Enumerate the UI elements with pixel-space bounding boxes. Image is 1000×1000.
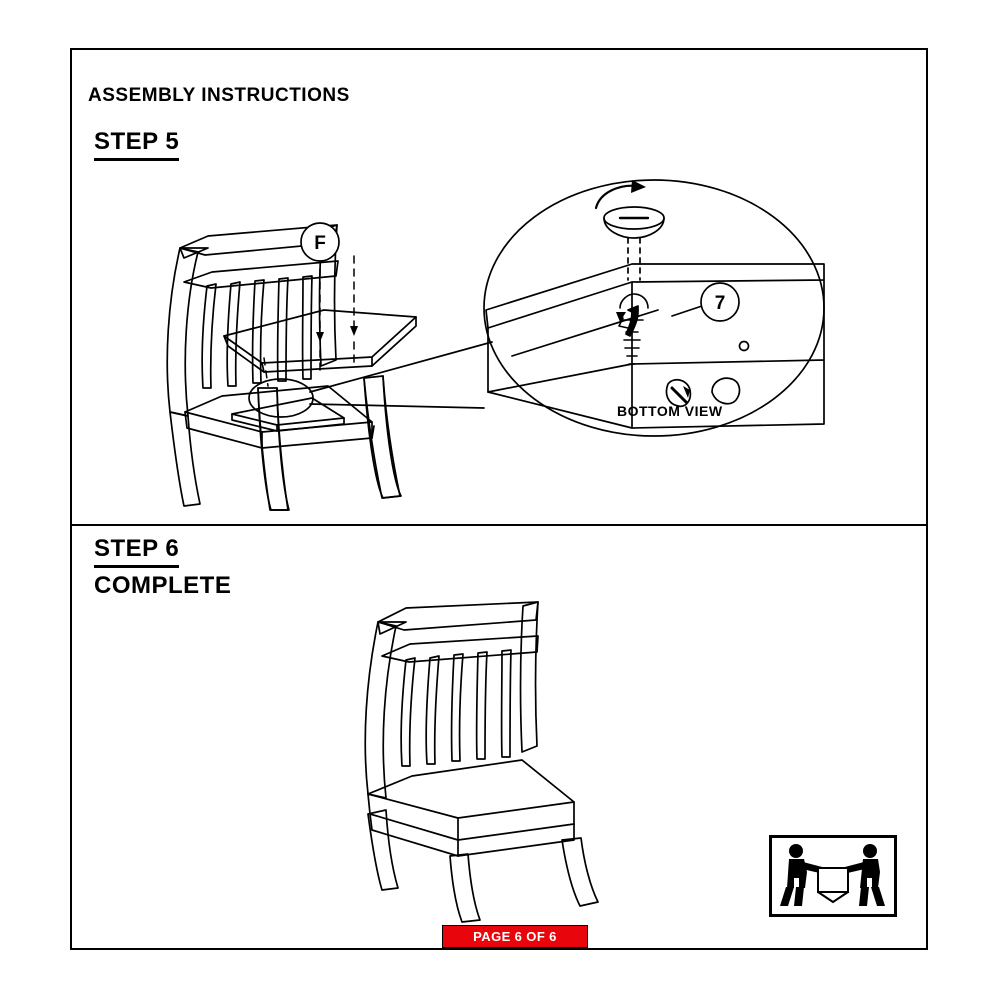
bottom-view-caption: BOTTOM VIEW (617, 403, 723, 419)
step-6-heading: STEP 6 (94, 535, 179, 568)
step-5-heading: STEP 5 (94, 128, 179, 161)
step-6-subheading: COMPLETE (94, 572, 232, 599)
section-divider (72, 524, 926, 526)
step-6-illustration (322, 590, 682, 930)
two-person-lift-icon (769, 835, 897, 917)
step-5-illustration (72, 160, 926, 520)
page-number-badge: PAGE 6 OF 6 (442, 925, 588, 948)
page-title: ASSEMBLY INSTRUCTIONS (88, 85, 350, 106)
part-label-7-text: 7 (714, 293, 726, 314)
instruction-sheet (70, 48, 928, 950)
part-label-f-text: F (314, 233, 326, 254)
